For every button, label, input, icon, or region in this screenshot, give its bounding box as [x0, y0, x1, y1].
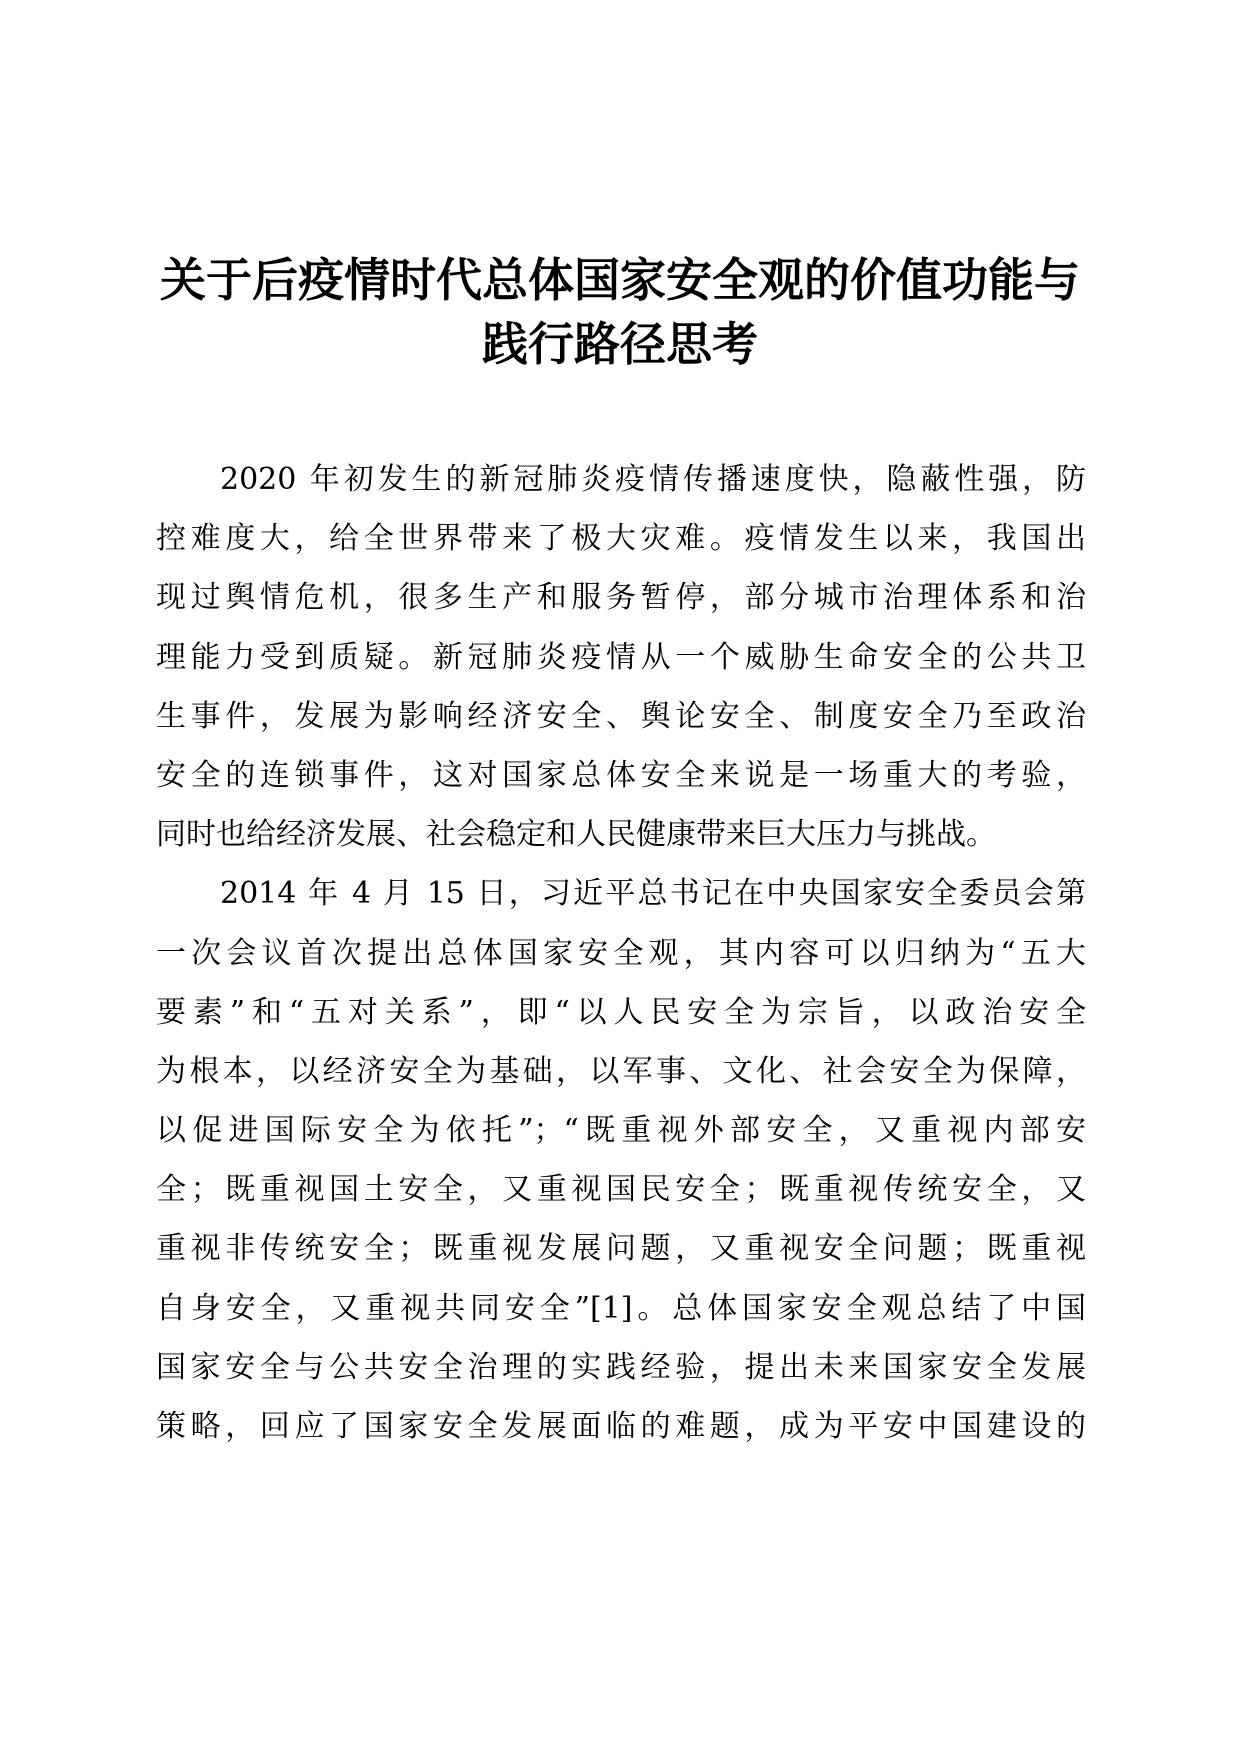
text-line: 为根本，以经济安全为基础，以军事、文化、社会安全为保障， — [156, 1053, 1086, 1089]
title-line: 关于后疫情时代总体国家安全观的价值功能与 — [160, 253, 1080, 307]
text-line: 要素”和“五对关系”，即“以人民安全为宗旨，以政治安全 — [156, 994, 1086, 1030]
text-line: 重视非传统安全；既重视发展问题，又重视安全问题；既重视 — [156, 1231, 1086, 1267]
text-line: 全；既重视国土安全，又重视国民安全；既重视传统安全，又 — [156, 1172, 1086, 1208]
text-line: 自身安全，又重视共同安全”[1]。总体国家安全观总结了中国 — [156, 1290, 1086, 1326]
text-line: 现过舆情危机，很多生产和服务暂停，部分城市治理体系和治 — [156, 580, 1086, 616]
text-line: 控难度大，给全世界带来了极大灾难。疫情发生以来，我国出 — [156, 521, 1086, 557]
text-line: 2014 年 4 月 15 日，习近平总书记在中央国家安全委员会第 — [220, 876, 1086, 912]
paragraph-1 — [156, 450, 1086, 864]
text-line: 策略，回应了国家安全发展面临的难题，成为平安中国建设的 — [156, 1409, 1086, 1444]
text-line: 国家安全与公共安全治理的实践经验，提出未来国家安全发展 — [156, 1349, 1086, 1385]
text-line: 理能力受到质疑。新冠肺炎疫情从一个威胁生命安全的公共卫 — [156, 639, 1086, 675]
paragraph-2 — [156, 864, 1086, 1456]
text-line: 2020 年初发生的新冠肺炎疫情传播速度快，隐蔽性强，防 — [220, 462, 1086, 497]
document-title — [150, 248, 1090, 376]
title-line: 践行路径思考 — [482, 317, 758, 371]
text-line: 以促进国际安全为依托”；“既重视外部安全，又重视内部安 — [156, 1113, 1086, 1149]
text-line: 生事件，发展为影响经济安全、舆论安全、制度安全乃至政治 — [156, 698, 1086, 734]
document-body — [156, 450, 1086, 1456]
text-line: 一次会议首次提出总体国家安全观，其内容可以归纳为“五大 — [156, 935, 1086, 971]
text-line: 同时也给经济发展、社会稳定和人民健康带来巨大压力与挑战。 — [156, 817, 996, 853]
text-line: 安全的连锁事件，这对国家总体安全来说是一场重大的考验， — [156, 757, 1086, 793]
